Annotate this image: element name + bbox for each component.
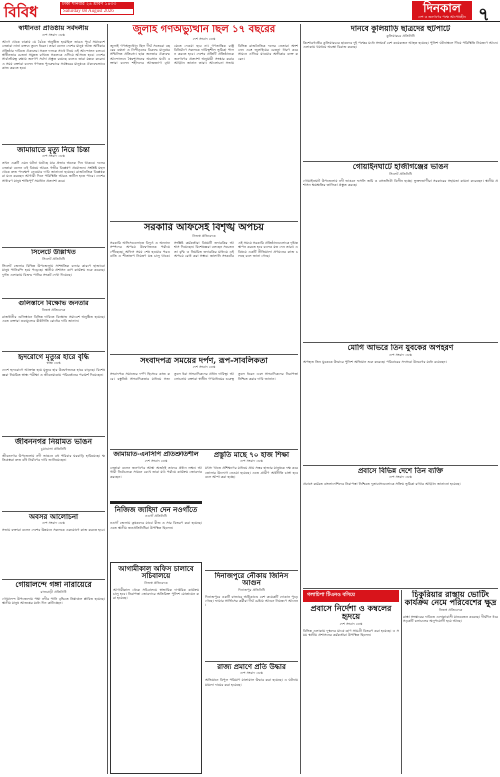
page-number: ৭ <box>478 4 490 25</box>
story-byline: নওগাঁ প্রতিনিধি <box>145 514 167 519</box>
story-headline: অবসর আলোচনা <box>28 513 79 521</box>
story-14 <box>110 562 202 774</box>
story-byline: নিজস্ব প্রতিবেদক <box>438 607 463 612</box>
story-body: মৎস্য খাতে প্রশিক্ষণের মাধ্যমে প্রায় সত্তর হাজার মানুষকে দক্ষ করে তোলার উদ্যোগ নেওয়া হয়েছে। এতে গ্রামীণ অর্থনীতি চাঙ্গা হবে বলে আশা করা হচ্ছে। <box>205 466 298 480</box>
story-20 <box>303 344 498 464</box>
story-2 <box>2 146 105 246</box>
story-headline: গুলিস্তানে বিক্ষোভ জনতার <box>18 300 89 307</box>
story-headline: গোয়ালন্দে গঙ্গা নারায়েরে <box>15 581 92 589</box>
story-byline: দেশ সংবাদ ডেস্ক <box>42 154 65 159</box>
column-rule <box>401 590 402 774</box>
section-label: বিবিধ <box>4 3 38 21</box>
story-headline: প্রবাসে বিভিন্ন দেশে তিন ব্যক্তি <box>357 467 444 475</box>
story-6 <box>2 438 105 510</box>
story-headline: প্রবাসে নির্দেশা ও কম্বলের হৃদয়ে <box>310 603 392 622</box>
story-byline: দেশ সংবাদ ডেস্ক <box>42 32 65 37</box>
divider <box>2 298 105 299</box>
story-byline: দেশ সংবাদ ডেস্ক <box>339 621 363 626</box>
story-body: দিনাজপুরে একটি বাজারে অগ্নিকাণ্ডে বেশ কয়েকটি দোকান পুড়ে গেছে। ফায়ার সার্ভিসের কর্মীরা দীর্ঘ চেষ্টায় আগুন নিয়ন্ত্রণে আনেন। <box>205 594 298 608</box>
column-rule <box>300 24 301 774</box>
story-byline: চুয়াডাঙ্গা প্রতিনিধি <box>40 446 67 451</box>
story-body: সরকারি অফিসগুলোতে বিদ্যুৎ ও অন্যান্য সম্পদের অপচয় উদ্বেগজনক পর্যায়ে পৌঁছেছে। অফিস সময় শেষ হওয়ার পরও বাতি ও শীতাতপ নিয়ন্ত্রণ যন্ত্র চালু থাকে। সংশ্লিষ্ট কর্মকর্তারা বিষয়টি তদারকির আশ্বাস দিয়েছেন। বিশেষজ্ঞরা বলছেন সচেতনতা বৃদ্ধি ও নিয়মিত তদারকির মাধ্যমে এই অপচয় রোধ করা সম্ভব। জ্বালানি সংকটের এই সময়ে সরকারি প্রতিষ্ঠানগুলোকে দৃষ্টান্ত স্থাপন করতে হবে বলেও মত দেন তারা। এ বিষয়ে একটি নীতিমালা প্রণয়নের কাজ চলছে বলে জানা গেছে। <box>110 240 298 258</box>
story-body: প্রবাসে কর্মরত বাংলাদেশিদের নিরাপত্তা নিশ্চিতে দূতাবাসগুলোকে সক্রিয় ভূমিকা রাখার আহ্বান জানানো হয়েছে। <box>303 482 461 487</box>
story-headline: হৃদরোগে মৃত্যুর হারে বৃদ্ধি <box>18 353 89 361</box>
story-lead <box>110 25 298 220</box>
story-byline: দেশ সংবাদ ডেস্ক <box>389 475 412 480</box>
story-headline: মোগি আভরে তিন যুবকের অপহরণ <box>347 344 454 352</box>
story-headline: সংবাদপত্র সময়ের দর্পণ, রূপ-সাবলিকতা <box>140 356 268 365</box>
story-3 <box>2 249 105 297</box>
story-headline: জীবননগর নিয়ামত ভাঙন <box>15 438 92 446</box>
story-headline: সিলেটে উল্লিখিত <box>31 249 76 256</box>
divider <box>2 511 105 512</box>
story-12 <box>110 451 202 499</box>
divider <box>303 342 498 343</box>
story-body: গোয়াইনঘাট উপজেলায় নদী ভাঙনে ফসলি জমি ও বসতভিটা বিলীন হচ্ছে। ভুক্তভোগীরা সরকারের সহায়তা কামনা করেছেন। স্থানীয় প্রশাসন ক্ষয়ক্ষতির তালিকা প্রস্তুত করছে। <box>303 178 498 188</box>
story-23 <box>403 590 498 774</box>
story-10 <box>110 223 298 353</box>
story-byline: সিলেট প্রতিনিধি <box>42 256 65 261</box>
divider <box>2 247 105 248</box>
story-21 <box>303 467 498 587</box>
story-byline: দেশ সংবাদ ডেস্ক <box>192 36 216 41</box>
date-english: Saturday 08 August 2026 <box>60 8 134 16</box>
story-body: নওগাঁ জেলায় কৃষকদের মাঝে বীজ ও সার বিতরণ করা হয়েছে। এতে স্থানীয় জনপ্রতিনিধিরা উপস্থিত ছিলেন। <box>110 521 202 530</box>
newspaper-logo <box>412 1 472 20</box>
story-body: গোয়ালন্দ উপজেলায় পদ্মা নদীর পানি বৃদ্ধিতে নিম্নাঞ্চল প্লাবিত হয়েছে। স্থানীয় মানুষ আতঙ্কের মধ্যে দিন কাটাচ্ছেন। <box>2 596 105 606</box>
story-headline: চিকুরিয়ার রাস্তায় ভোটিং কার্যক্রম নেমে পরিবেশের ক্ষুদ্র <box>404 590 497 608</box>
story-1 <box>2 25 105 143</box>
story-body: নেতারা বলেন জনগণের আস্থা অর্জনই তাদের প্রধান লক্ষ্য। আগামী নির্বাচনকে সামনে রেখে তারা মাঠ পর্যায়ে কার্যক্রম জোরদার করছেন। <box>110 465 202 479</box>
story-byline: দেশ সংবাদ ডেস্ক <box>389 352 412 357</box>
story-headline: রাজ্য প্রমাণে প্রতি উদ্ধার <box>217 663 286 671</box>
story-16 <box>205 572 298 660</box>
story-byline: দেশ সংবাদ ডেস্ক <box>192 365 216 370</box>
story-byline: স্বাস্থ্য ডেস্ক <box>46 361 61 366</box>
divider <box>205 661 298 662</box>
story-byline: দেশ সংবাদ ডেস্ক <box>240 671 263 676</box>
story-body: আগে থেকে ঢাকায় যে বৈঠক অনুষ্ঠিত হয়েছিল তারও পূর্বে সমাবেশে নেতারা নানা বক্তব্য তুলে ধরেন। তারা বলেন দেশের মানুষ আজ অধিকার প্রতিষ্ঠার দাবিতে ঐক্যবদ্ধ। সকল দলকে সাথে নিয়ে এই আন্দোলন চলবে। স্বাধীনতার চেতনা সমুন্নত রাখতে সকলকে এগিয়ে আসতে হবে। দেশের সার্বভৌমত্ব রক্ষায় জনগণ সর্বদা প্রস্তুত রয়েছে বলেও তারা মন্তব্য করেন। এ সময় বক্তারা বলেন গণতন্ত্র পুনরুদ্ধারে সর্বস্তরের মানুষকে ঐক্যবদ্ধভাবে কাজ করতে হবে। <box>2 39 105 70</box>
divider <box>2 351 105 352</box>
story-byline: নিজস্ব প্রতিবেদক <box>144 580 168 585</box>
masthead <box>0 0 500 25</box>
story-byline: সিলেট প্রতিনিধি <box>389 171 412 176</box>
divider <box>2 436 105 437</box>
story-headline: দিনাজপুরে নৌকায় জিনিস আগুন <box>214 572 289 588</box>
divider <box>2 144 105 145</box>
story-headline: সরকারি অফিসেই বিশৃঙ্খ অপচয় <box>144 223 264 233</box>
story-headline: প্রস্তুতি মাছে ৭০ হাজ শিক্ষা <box>213 451 290 459</box>
rule-bar <box>110 501 202 504</box>
divider <box>110 221 298 222</box>
story-headline: জামায়াতে মৃত্যু নিয়ে চিন্তা <box>17 146 90 154</box>
story-body: সভায় বক্তারা বলেন দেশের উন্নয়নে সকলকে একযোগে কাজ করতে হবে। <box>2 528 105 533</box>
divider <box>2 579 105 580</box>
story-22 <box>303 590 399 774</box>
story-8 <box>2 581 105 775</box>
story-body: তখন একটি এমন ঘটনা ঘটেছে যার প্রভাব অনেক দিন থাকবে। দলের নেতারা বলেন এই বিষয়ে আরও গভীর বিশ্লেষণ প্রয়োজন। সংশ্লিষ্ট মহল থেকে দ্রুত পদক্ষেপ নেওয়ার দাবি জানানো হয়েছে। রাজনৈতিক বিশ্লেষকরা মনে করছেন আগামী দিনে পরিস্থিতি আরও জটিল হতে পারে। দেশের সাধারণ মানুষ শান্তিপূর্ণ সমাধান প্রত্যাশা করে। <box>2 161 105 183</box>
story-15 <box>205 451 298 569</box>
story-body: সিলেট জেলার বিভিন্ন উপজেলায় সাম্প্রতিক বন্যার কারণে হাজারো মানুষ পানিবন্দি হয়ে পড়েছে। স্থানীয় প্রশাসন ত্রাণ কার্যক্রম শুরু করেছে। দুর্গত এলাকায় বিশুদ্ধ পানির সংকট দেখা দিয়েছে। <box>2 263 105 277</box>
story-19 <box>303 163 498 341</box>
logo-tagline: দেশ ও জনগণের পক্ষে আপোষহীন <box>418 15 466 19</box>
divider <box>110 354 298 355</box>
story-byline: দিনাজপুর প্রতিনিধি <box>238 587 265 592</box>
story-byline: দেশ সংবাদ ডেস্ক <box>240 459 263 464</box>
story-headline: আগামীকাল অফিস চালাবে সচিবালয়ে <box>118 564 194 581</box>
story-headline: গোয়াইনঘাটে হাজীগঞ্জের ভাঙন <box>352 163 449 171</box>
story-headline: জামায়াত-এনসিপি প্রতিশ্রুতিশীল <box>113 451 199 458</box>
logo-text: দিনকাল <box>423 1 461 15</box>
story-headline: নিজিজ জাহিদা দেন নওগাঁতে <box>114 505 198 514</box>
story-13 <box>110 500 202 560</box>
date-bangla: ঢাকা শনিবার ২৪ শ্রাবণ ১৪৩৩ <box>60 2 134 8</box>
story-body: জুলাই গণঅভ্যুত্থান ছিল দীর্ঘ সতেরো বছরের বঞ্চনা ও নিপীড়নের বিরুদ্ধে মানুষের সম্মিলিত প্রতিবাদ। ছাত্র জনতার ঐক্যবদ্ধ আন্দোলনে স্বৈরশাসনের অবসান ঘটে। বক্তারা বলেন শহীদদের আত্মত্যাগ বৃথা যেতে দেওয়া হবে না। গণতান্ত্রিক রাষ্ট্র বিনির্মাণে সকলকে দায়িত্বশীল ভূমিকা পালন করতে হবে। দেশের প্রতিটি প্রতিষ্ঠানকে জনগণের প্রত্যাশা অনুযায়ী সংস্কার করার আহ্বান জানান তারা। আলোচনা সভায় বিভিন্ন রাজনৈতিক দলের নেতারা অংশ নেন এবং জুলাইয়ের চেতনা ধারণ করে সামনে এগিয়ে যাওয়ার অঙ্গীকার ব্যক্ত করেন। <box>110 43 298 65</box>
story-byline: দেশ সংবাদ ডেস্ক <box>42 521 65 526</box>
story-7 <box>2 513 105 578</box>
story-banner: গলাচিপা টিএনও বসিয়ে <box>303 590 399 602</box>
story-byline: দেশ সংবাদ ডেস্ক <box>144 458 168 463</box>
divider <box>303 588 498 589</box>
divider <box>303 161 498 162</box>
story-byline: নিজস্ব প্রতিবেদক <box>41 307 66 312</box>
story-body: অপহৃত তিন যুবককে উদ্ধারে পুলিশ অভিযান শুরু করেছে। পরিবারের সদস্যরা উদ্বেগের মধ্যে রয়েছেন। <box>303 359 447 364</box>
story-body: আগামীকাল থেকে সচিবালয়ে স্বাভাবিক দাপ্তরিক কার্যক্রম চালু হবে। নিরাপত্তা জোরদারে অতিরিক্ত পুলিশ মোতায়েন করা হয়েছে। <box>113 587 199 601</box>
story-body: অভিযানে বিপুল পরিমাণ মালামাল উদ্ধার করা হয়েছে। এ ঘটনায় মামলা দায়ের করা হয়েছে। <box>205 678 298 687</box>
story-body: রাজধানীর গুলিস্তানে বিভিন্ন দাবিতে বিক্ষোভ সমাবেশ অনুষ্ঠিত হয়েছে। এতে বক্তারা দ্রব্যমূল্যের ঊর্ধ্বগতি রোধের দাবি জানান। <box>2 314 105 324</box>
story-body: কিশোরগঞ্জের কুলিয়ারচরে ছাত্রদের দুই পক্ষের মধ্যে সংঘর্ষে বেশ কয়েকজন আহত হয়েছে। পুলিশ ঘটনাস্থলে গিয়ে পরিস্থিতি নিয়ন্ত্রণে আনে। এলাকায় থমথমে অবস্থা বিরাজ করছে। <box>303 40 498 50</box>
story-body: রাস্তা সংস্কারের দাবিতে এলাকাবাসী মানববন্ধন করেছে। দীর্ঘদিন ধরে সড়কটি চলাচলের অনুপযোগী হয়ে আছে। <box>403 614 498 624</box>
divider <box>205 570 298 571</box>
story-body: দেশে হৃদরোগে আক্রান্ত হয়ে মৃত্যুর হার উদ্বেগজনক হারে বাড়ছে। বিশেষজ্ঞরা নিয়মিত স্বাস্থ্য পরীক্ষা ও জীবনযাত্রায় পরিবর্তনের পরামর্শ দিয়েছেন। <box>2 368 105 377</box>
story-body: জীবননগর উপজেলায় নদী ভাঙনে বহু পরিবার ঘরবাড়ি হারিয়েছে। ক্ষতিগ্রস্তরা দ্রুত বাঁধ নির্মাণের দাবি জানিয়েছেন। <box>2 453 105 463</box>
story-body: বিভিন্ন এলাকায় দুস্থদের মাঝে ত্রাণ সামগ্রী বিতরণ করা হয়েছে। এ সময় স্থানীয় প্রশাসনের কর্মকর্তারা উপস্থিত ছিলেন। <box>303 628 399 638</box>
date-box <box>60 2 134 19</box>
divider <box>110 449 298 450</box>
story-byline: নিজস্ব প্রতিবেদক <box>192 233 216 238</box>
divider <box>303 465 498 466</box>
story-18 <box>303 25 498 160</box>
story-body: সংবাদপত্র সমাজের দর্পণ হিসেবে কাজ করে। বস্তুনিষ্ঠ সাংবাদিকতার মাধ্যমে সত্য তুলে ধরা সাংবাদিকদের প্রধান দায়িত্ব। আলোচনায় বক্তারা স্বাধীন গণমাধ্যমের গুরুত্ব তুলে ধরেন এবং সাংবাদিকদের নিরাপত্তা নিশ্চিত করার দাবি জানান। <box>110 372 298 381</box>
story-byline: কুলিয়ারচর প্রতিনিধি <box>386 33 415 38</box>
story-4 <box>2 300 105 350</box>
story-byline: রাজবাড়ী প্রতিনিধি <box>40 589 67 594</box>
story-headline: স্বাধীনতা প্রতিষ্ঠায় সর্বদলীয় <box>18 25 89 32</box>
story-11 <box>110 356 298 448</box>
story-headline: দানবে কুলিয়াড়ি ছাত্রদের হুটপাটে <box>350 25 451 33</box>
column-rule <box>107 24 108 774</box>
story-5 <box>2 353 105 435</box>
story-headline: জুলাই গণঅভ্যুত্থান ছিল ১৭ বছরের <box>132 25 276 35</box>
story-17 <box>205 663 298 774</box>
